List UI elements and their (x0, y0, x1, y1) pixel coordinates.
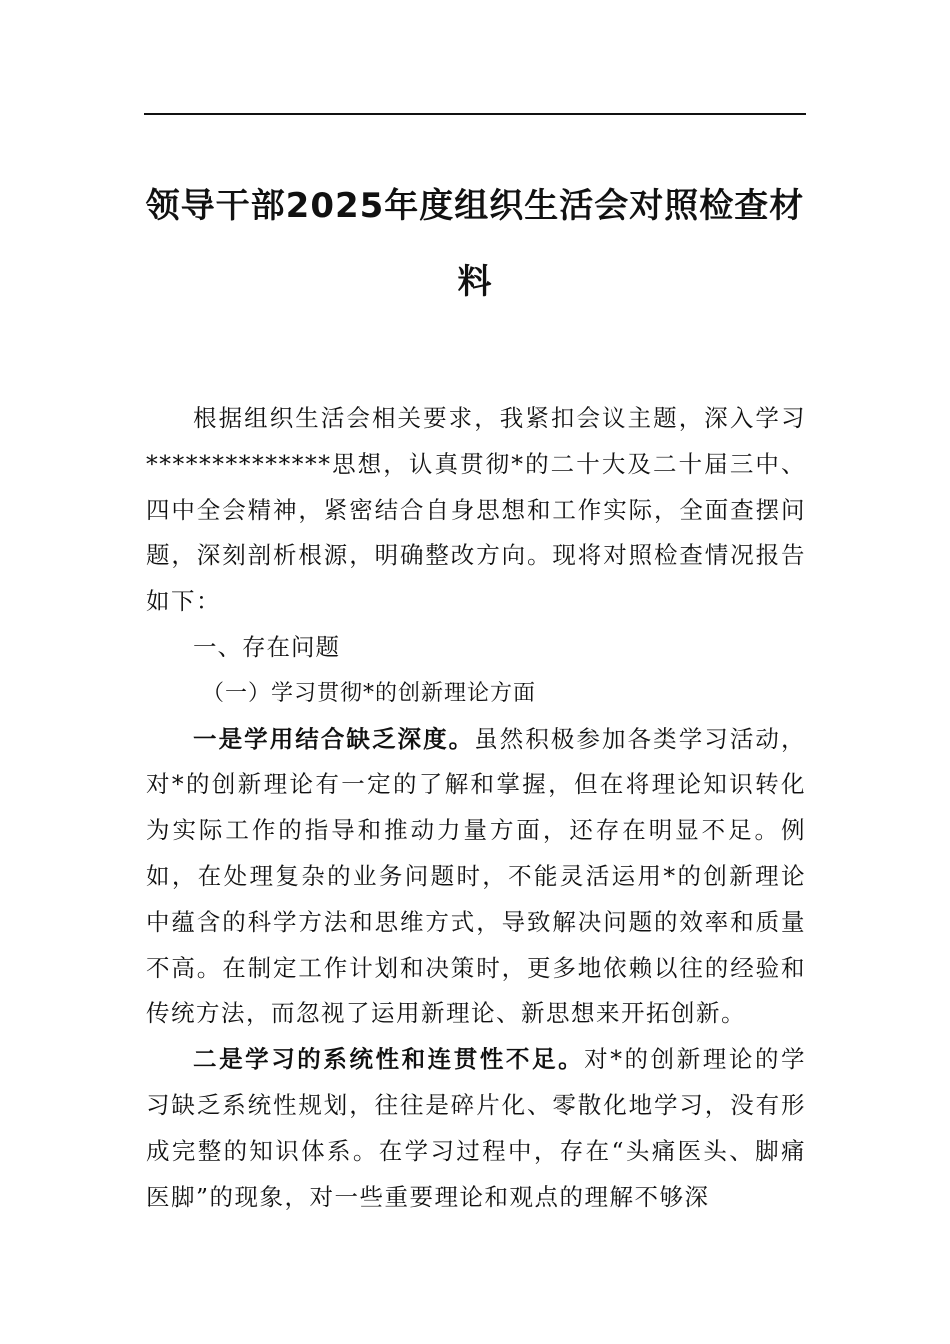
point-text-1: 虽然积极参加各类学习活动，对*的创新理论有一定的了解和掌握，但在将理论知识转化为实际工作的指导和推动力量方面，还存在明显不足。例如，在处理复杂的业务问题时，不能灵活运用*的创新理论中蕴含的科学方法和思维方式，导致解决问题的效率和质量不高。在制定工作计划和决策时，更多地依赖以往的经验和传统方法，而忽视了运用新理论、新思想来开拓创新。 (146, 724, 807, 1028)
point-lead-2: 二是学习的系统性和连贯性不足。 (193, 1045, 585, 1074)
header-rule (144, 113, 806, 115)
document-title: 领导干部2025年度组织生活会对照检查材料 (145, 186, 805, 302)
point-text-2: 对*的创新理论的学习缺乏系统性规划，往往是碎片化、零散化地学习，没有形成完整的知识体系。在学习过程中，存在“头痛医头、脚痛医脚”的现象，对一些重要理论和观点的理解不够深 (146, 1045, 807, 1211)
point-paragraph-2 (146, 1037, 806, 1220)
subsection-heading: （一）学习贯彻*的创新理论方面 (202, 680, 537, 706)
document-body (146, 396, 806, 1220)
point-lead-1: 一是学用结合缺乏深度。 (193, 724, 475, 753)
section-heading: 一、存在问题 (193, 632, 340, 661)
intro-paragraph: 根据组织生活会相关要求，我紧扣会议主题，深入学习**************思想，认真贯彻*的二十大及二十届三中、四中全会精神，紧密结合自身思想和工作实际，全面查摆问题，深刻剖析根源，明确整改方向。现将对照检查情况报告如下： (146, 404, 806, 616)
point-paragraph-1 (146, 717, 806, 1038)
